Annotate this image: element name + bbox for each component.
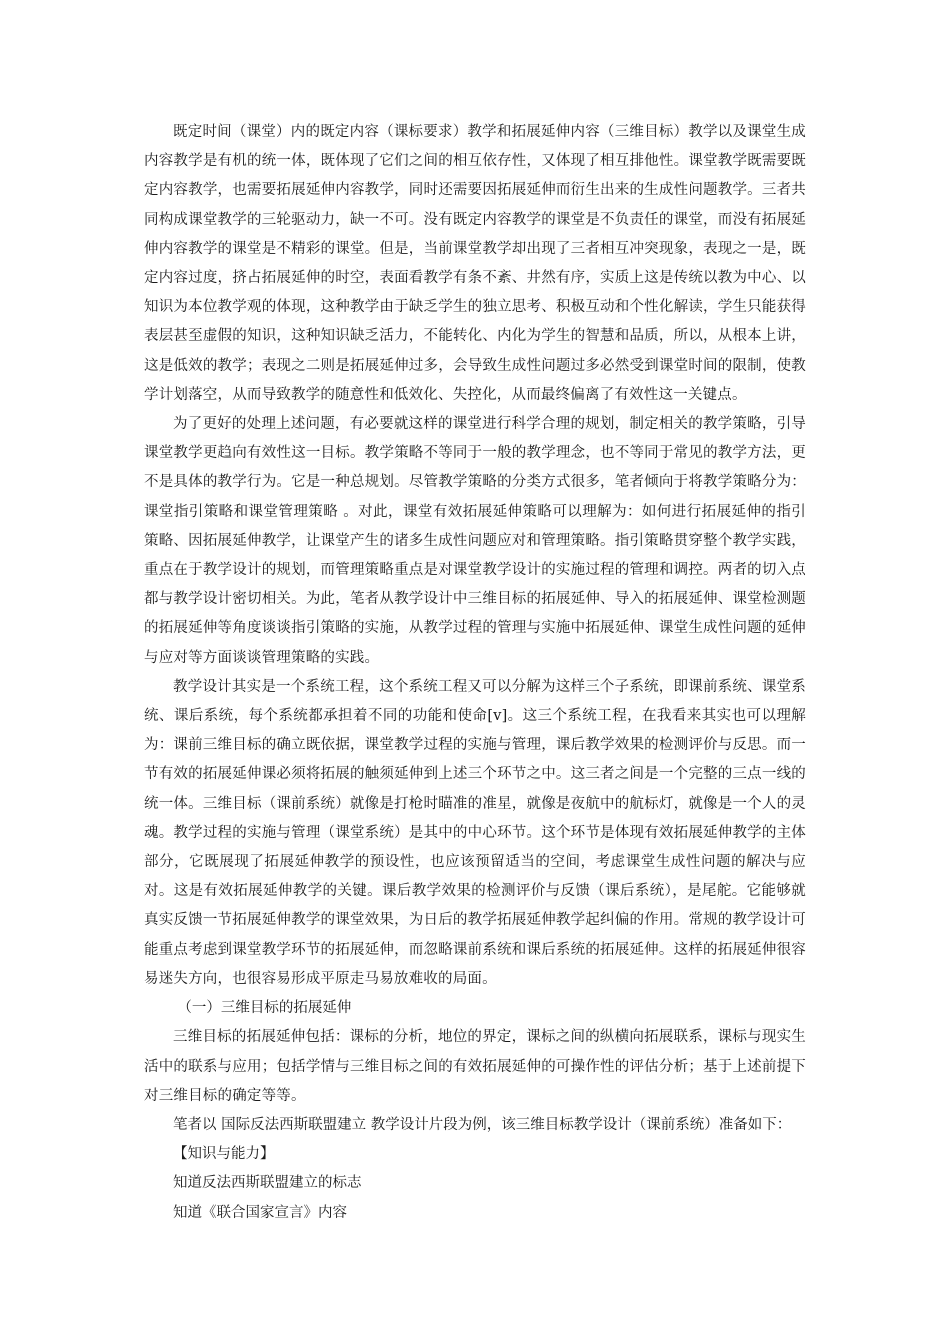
list-item: 知道反法西斯联盟建立的标志: [173, 1175, 362, 1192]
paragraph-4: 三维目标的拓展延伸包括：课标的分析，地位的界定，课标之间的纵横向拓展联系，课标与现实生活中的联系与应用；包括学情与三维目标之间的有效拓展延伸的可操作性的评估分析；基于上述前提下对三维目标的确定等等。: [144, 1029, 806, 1104]
paragraph-2: 为了更好的处理上述问题，有必要就这样的课堂进行科学合理的规划，制定相关的教学策略，引导课堂教学更趋向有效性这一目标。教学策略不等同于一般的教学理念，也不等同于常见的教学方法，更不是具体的教学行为。它是一种总规划。尽管教学策略的分类方式很多，笔者倾向于将教学策略分为： 课堂指引策略和课堂管理策略 。对此，课堂有效拓展延伸策略可以理解为：如何进行拓展延伸的指引策略、因拓展延伸教学，让课堂产生的诸多生成性问题应对和管理策略。指引策略贯穿整个教学实践，重点在于教学设计的规划，而管理策略重点是对课堂教学设计的实施过程的管理和调控。两者的切入点都与教学设计密切相关。为此，笔者从教学设计中三维目标的拓展延伸、导入的拓展延伸、课堂检测题的拓展延伸等角度谈谈指引策略的实施，从教学过程的管理与实施中拓展延伸、课堂生成性问题的延伸与应对等方面谈谈管理策略的实践。: [144, 416, 806, 666]
section-heading: （一）三维目标的拓展延伸: [177, 1000, 352, 1017]
paragraph-3: 教学设计其实是一个系统工程，这个系统工程又可以分解为这样三个子系统，即课前系统、课堂系统、课后系统，每个系统都承担着不同的功能和使命[v]。这三个系统工程，在我看来其实也可以理解为：课前三维目标的确立既依据，课堂教学过程的实施与管理，课后教学效果的检测评价与反思。而一节有效的拓展延伸课必须将拓展的触须延伸到上述三个环节之中。这三者之间是一个完整的三点一线的统一体。三维目标（课前系统）就像是打枪时瞄准的准星，就像是夜航中的航标灯，就像是一个人的灵魂。教学过程的实施与管理（课堂系统）是其中的中心环节。这个环节是体现有效拓展延伸教学的主体部分，它既展现了拓展延伸教学的预设性，也应该预留适当的空间，考虑课堂生成性问题的解决与应对。这是有效拓展延伸教学的关键。课后教学效果的检测评价与反馈（课后系统），是尾舵。它能够就真实反馈一节拓展延伸教学的课堂效果，为日后的教学拓展延伸教学起纠偏的作用。常规的教学设计可能重点考虑到课堂教学环节的拓展延伸，而忽略课前系统和课后系统的拓展延伸。这样的拓展延伸很容易迷失方向，也很容易形成平原走马易放难收的局面。: [144, 678, 806, 987]
paragraph-1: 既定时间（课堂）内的既定内容（课标要求）教学和拓展延伸内容（三维目标）教学以及课堂生成内容教学是有机的统一体，既体现了它们之间的相互依存性，又体现了相互排他性。课堂教学既需要既定内容教学，也需要拓展延伸内容教学，同时还需要因拓展延伸而衍生出来的生成性问题教学。三者共同构成课堂教学的三轮驱动力，缺一不可。没有既定内容教学的课堂是不负责任的课堂，而没有拓展延伸内容教学的课堂是不精彩的课堂。但是，当前课堂教学却出现了三者相互冲突现象，表现之一是，既定内容过度，挤占拓展延伸的时空，表面看教学有条不紊、井然有序，实质上这是传统以教为中心、以知识为本位教学观的体现，这种教学由于缺乏学生的独立思考、积极互动和个性化解读，学生只能获得表层甚至虚假的知识，这种知识缺乏活力，不能转化、内化为学生的智慧和品质，所以，从根本上讲，这是低效的教学；表现之二则是拓展延伸过多，会导致生成性问题过多必然受到课堂时间的限制，使教学计划落空，从而导致教学的随意性和低效化、失控化，从而最终偏离了有效性这一关键点。: [144, 124, 806, 403]
sub-heading: 【知识与能力】: [173, 1146, 275, 1163]
list-item: 知道《联合国家宣言》内容: [173, 1204, 347, 1221]
document-page: [144, 118, 806, 1228]
intro-line: 笔者以 国际反法西斯联盟建立 教学设计片段为例，该三维目标教学设计（课前系统）准备如下：: [173, 1116, 792, 1133]
